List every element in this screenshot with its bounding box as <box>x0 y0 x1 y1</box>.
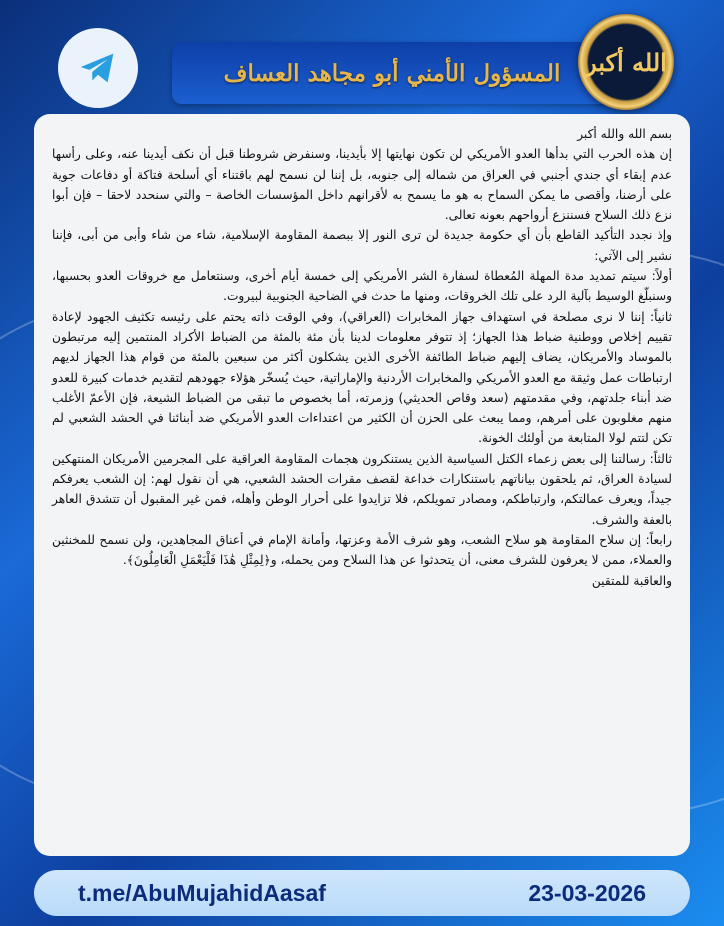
header-title: المسؤول الأمني أبو مجاهد العساف <box>223 59 561 87</box>
paragraph-second: ثانياً: إننا لا نرى مصلحة في استهداف جهاز المخابرات (العراقي)، وفي الوقت ذاته يحتم على رئيسه تكثيف الجهود لإعادة تقييم إخلاص ووطنية ضباط هذا الجهاز؛ إذ تتوفر معلومات لدينا بأن مئة بالمئة من الضباط الأكراد المنتمين إليه مرتبطون بالموساد والأمريكان، يضاف إليهم ضباط الطائفة الأخرى الذين يشكلون أكثر من سبعين بالمئة من قوام هذا الجهاز لديهم ارتباطات عمل وثيقة مع العدو الأمريكي والمخابرات الأردنية والإماراتية، حيث يُسخّر هؤلاء جهودهم لتقديم خدمات كبيرة للعدو ضد أبناء جلدتهم، وفي مقدمتهم (سعد وقاص الحديثي) وزمرته، أما بخصوص ما تبقى من الضباط الشيعة، فإن الأعمّ الأغلب منهم مغلوبون على أمرهم، ومما يبعث على الحزن أن الكثير من اعتداءات العدو الأمريكي ضد أبنائنا في الحشد الشعبي لم تكن لتتم لولا المتابعة من أولئك الخونة. <box>52 309 672 446</box>
telegram-logo <box>58 28 138 108</box>
statement-text <box>52 124 672 591</box>
telegram-icon <box>75 45 121 91</box>
statement-date: 23-03-2026 <box>528 879 646 906</box>
paragraph-government: وإذ نجدد التأكيد القاطع بأن أي حكومة جديدة لن ترى النور إلا ببصمة المقاومة الإسلامية، شاء من شاء وأبى من أبى، فإننا نشير إلى الآتي: <box>52 228 672 263</box>
paragraph-first: أولاً: سيتم تمديد مدة المهلة المُعطاة لسفارة الشر الأمريكي إلى خمسة أيام أخرى، وسنتعامل مع خروقات العدو بحسبها، وسنبلّغ الوسيط بآلية الرد على تلك الخروقات، ومنها ما حدث في الضاحية الجنوبية لبيروت. <box>52 269 672 304</box>
paragraph-third: ثالثاً: رسالتنا إلى بعض زعماء الكتل السياسية الذين يستنكرون هجمات المقاومة العراقية على المجرمين الأمريكان المنتهكين لسيادة العراق، ثم يلحقون بياناتهم باستنكارات خداعة لقصف مقرات الحشد الشعبي، هي أن نقول لهم: إن الشعب يعرفكم جيداً، ويعرف عمالتكم، وارتباطكم، ومصادر تمويلكم، فلا تزايدوا على أحرار الوطن وأهله، فمن غير المقبول أن تتشدق العاهر بالعفة والشرف. <box>52 451 672 527</box>
paragraph-fourth: رابعاً: إن سلاح المقاومة هو سلاح الشعب، وهو شرف الأمة وعزتها، وأمانة الإمام في أعناق المجاهدين، ولن نسمح للمخنثين والعملاء، ممن لا يعرفون للشرف معنى، أن يتحدثوا عن هذا السلاح ومن يحمله، و﴿لِمِثْلِ هَٰذَا فَلْيَعْمَلِ الْعَامِلُونَ﴾. <box>52 532 672 568</box>
telegram-channel-link[interactable]: t.me/AbuMujahidAasaf <box>78 879 326 906</box>
emblem-logo <box>578 14 674 110</box>
paragraph-intro: إن هذه الحرب التي بدأها العدو الأمريكي لن تكون نهايتها إلا بأيدينا، وسنفرض شروطنا قبل أن نكف أيدينا عنه، وعلى رأسها عدم إبقاء أي جندي أجنبي في العراق من شماله إلى جنوبه، بل إننا لن نسمح لهم باقتناء أي أسلحة فتاكة أو دفاعات جوية على أرضنا، وأقصى ما يمكن السماح به هو ما يسمح به لأقرانهم داخل المؤسسات الخاصة – والتي سنحدد لاحقا – فإن أبوا نزع ذلك السلاح فسننزع أرواحهم بعونه تعالى. <box>52 147 672 223</box>
emblem-text: الله أكبر <box>585 47 667 77</box>
header-banner <box>172 42 612 104</box>
paragraph-closing: والعاقبة للمتقين <box>591 573 672 588</box>
paragraph-basmala: بسم الله والله أكبر <box>577 127 672 141</box>
footer-bar <box>34 870 690 916</box>
